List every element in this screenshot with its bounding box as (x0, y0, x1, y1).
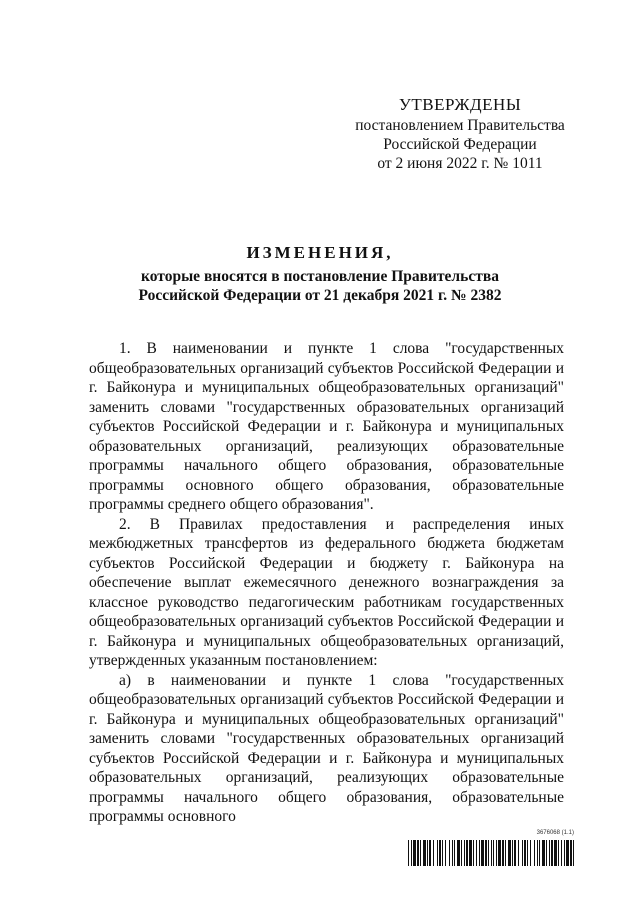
subtitle-line-1: которые вносятся в постановление Правительства (141, 268, 499, 285)
approval-line-1: постановлением Правительства (355, 117, 565, 134)
approval-word: УТВЕРЖДЕНЫ (398, 95, 522, 114)
paragraph-2a: а) в наименовании и пункте 1 слова "государственных общеобразовательных организаций субъектов Российской Федерации и г. Байконура и муниципальных общеобразовательных организаций" заменить словами "государственных образовательных организаций субъектов Российской Федерации и г. Байконура и муниципальных образовательных организаций, реализующих образовательные программы начального общего образования, образовательные программы основного (89, 671, 564, 825)
subtitle-line-2: Российской Федерации от 21 декабря 2021 г. № 2382 (138, 287, 502, 304)
paragraph-1: 1. В наименовании и пункте 1 слова "государственных общеобразовательных организаций субъектов Российской Федерации и г. Байконура и муниципальных общеобразовательных организаций" заменить словами "государственных образовательных организаций субъектов Российской Федерации и г. Байконура и муниципальных образовательных организаций, реализующих образовательные программы начального общего образования, образовательные программы основного общего образования, образовательные программы среднего общего образования". (89, 340, 564, 513)
barcode-image (408, 840, 574, 866)
approval-line-3: от 2 июня 2022 г. № 1011 (377, 155, 543, 172)
approval-line-2: Российской Федерации (383, 136, 537, 153)
document-body (89, 339, 564, 827)
document-footer (408, 830, 574, 880)
document-title: ИЗМЕНЕНИЯ, (246, 243, 394, 262)
approval-stamp (320, 95, 600, 173)
paragraph-2: 2. В Правилах предоставления и распределения иных межбюджетных трансфертов из федерального бюджета бюджетам субъектов Российской Федерации и бюджету г. Байконура на обеспечение выплат ежемесячного денежного вознаграждения за классное руководство педагогическим работникам государственных общеобразовательных организаций субъектов Российской Федерации и г. Байконура и муниципальных общеобразовательных организаций, утвержденных указанным постановлением: (89, 515, 564, 669)
serial-number: 3676068 (1.1) (536, 830, 574, 836)
document-subtitle (60, 267, 580, 305)
